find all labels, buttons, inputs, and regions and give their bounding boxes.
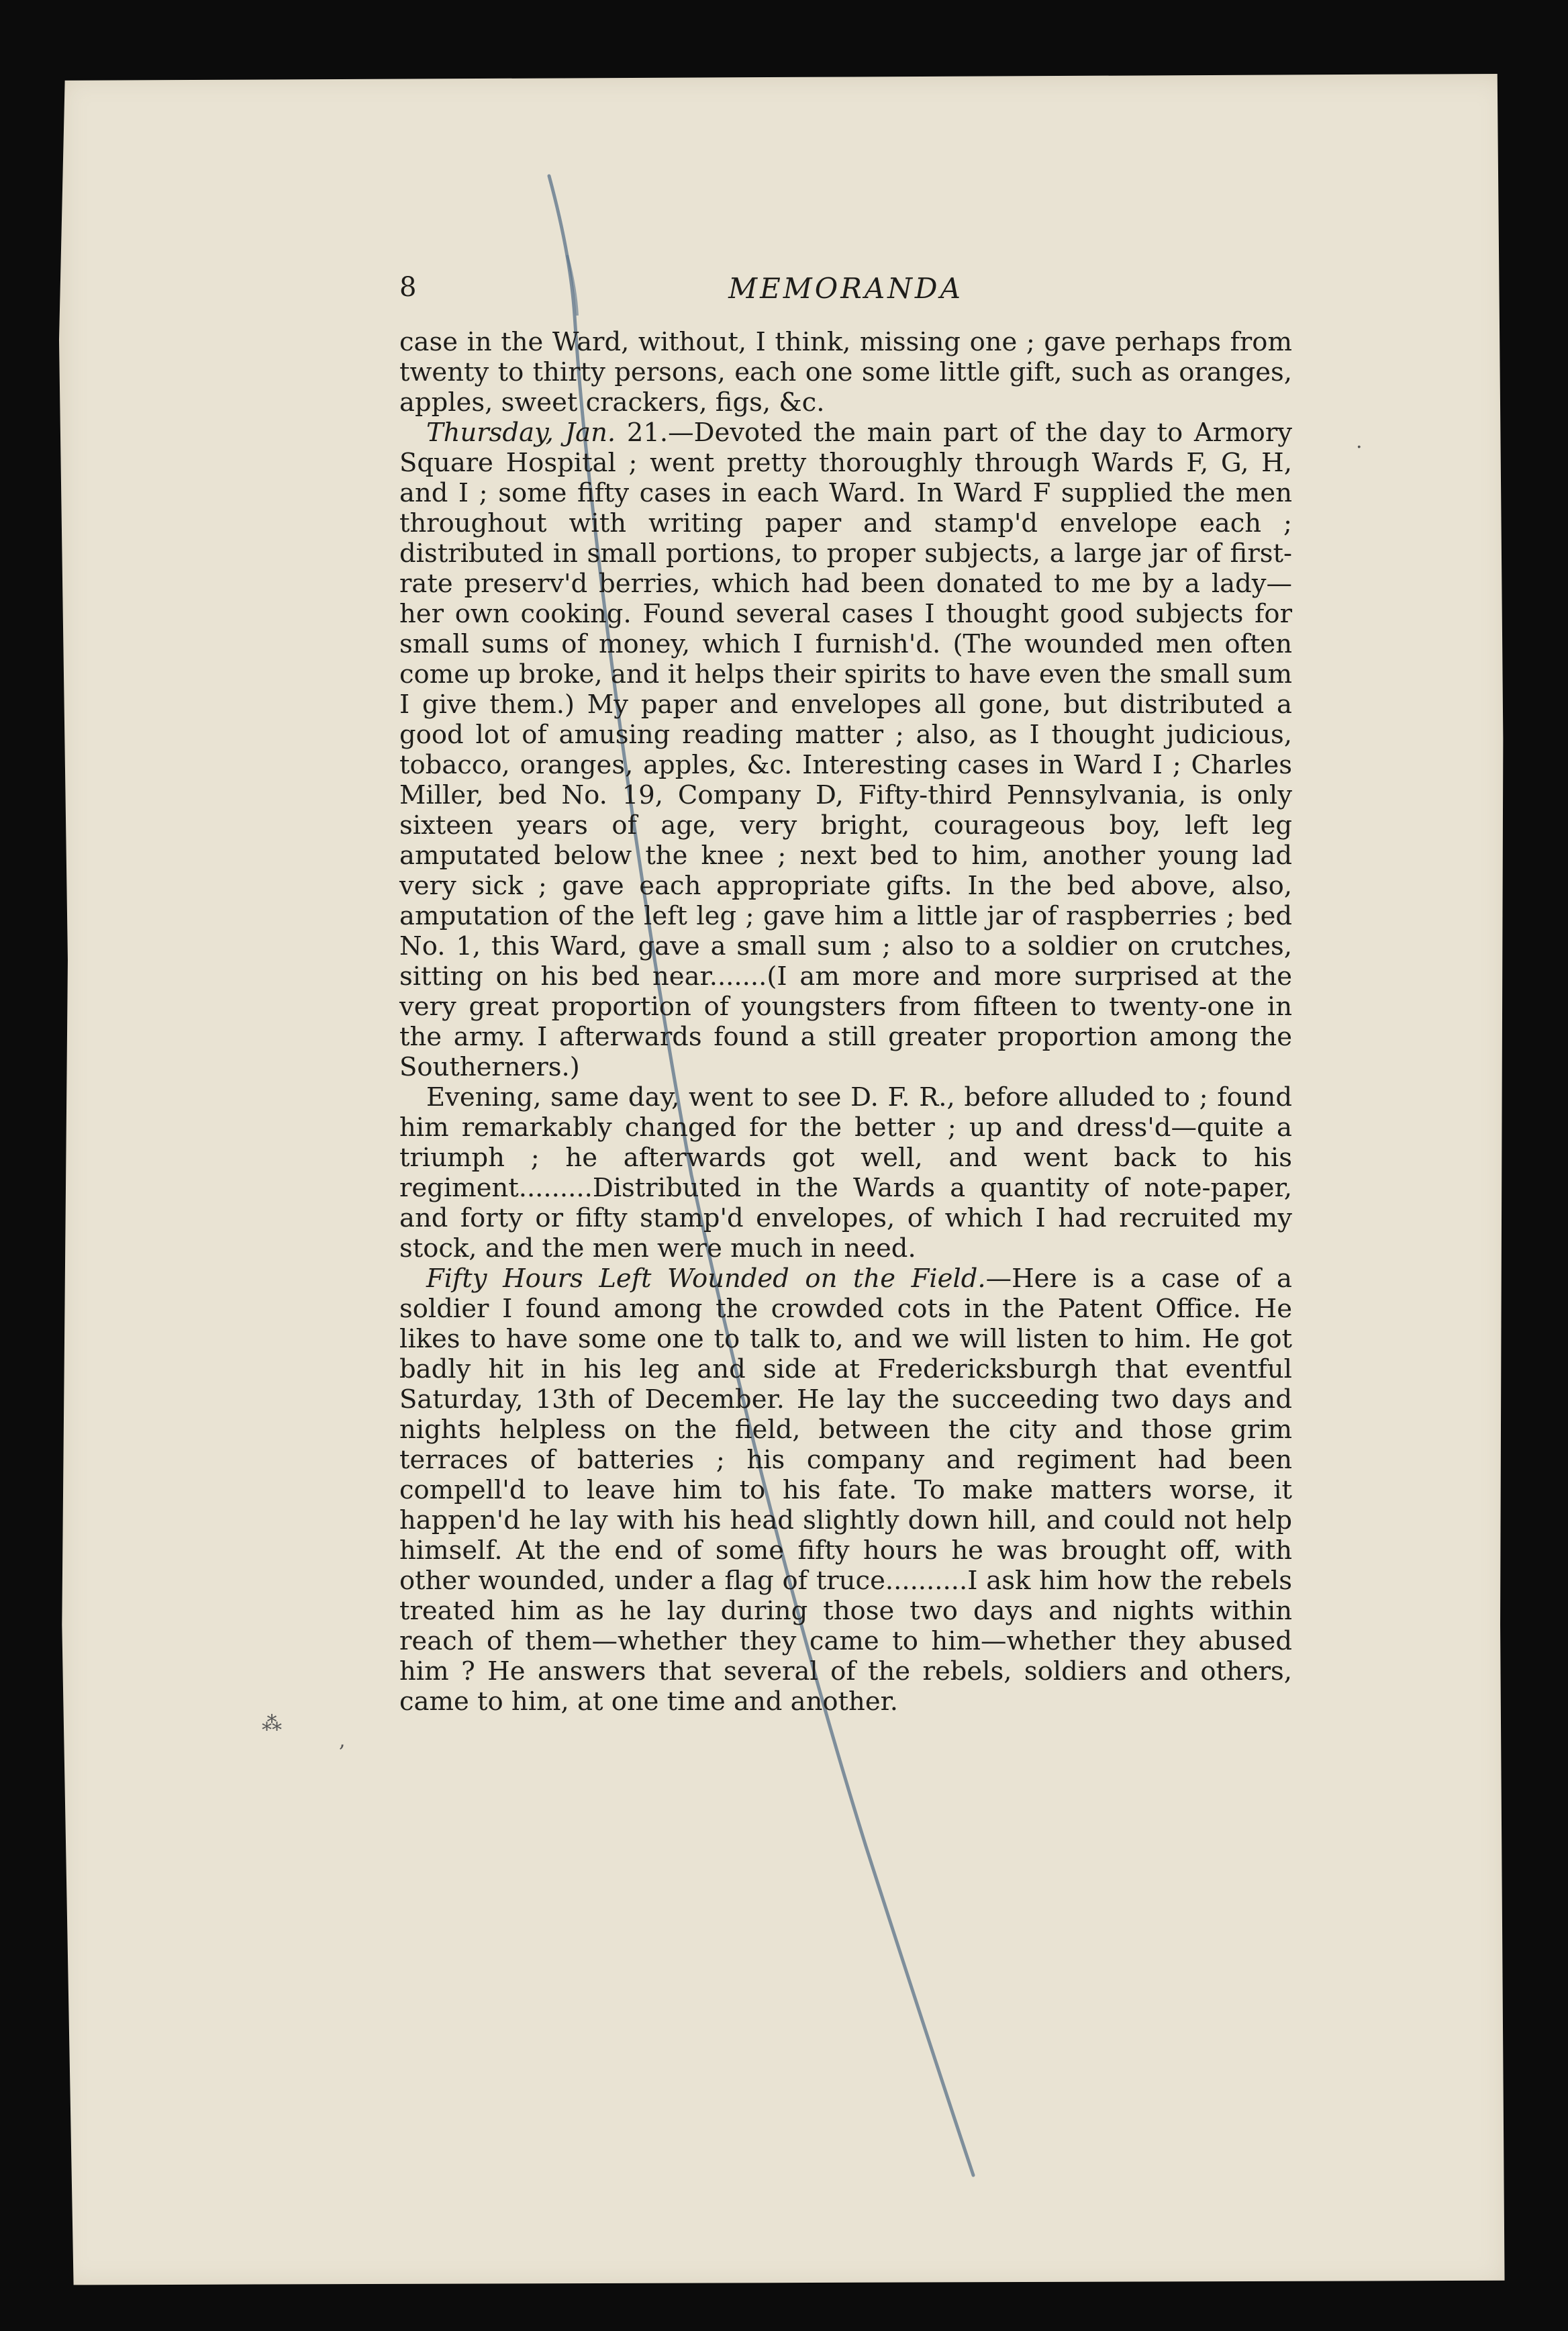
paragraph: Thursday, Jan. 21.—Devoted the main part of the day to Armory Square Hospital ; went pretty thoroughly through Wards F, G, H, and I ; some fifty cases in each Ward. In Ward F supplied the men throughout with writing paper and stamp'd envelope each ; distributed in small portions, to proper subjects, a large jar of first-rate preserv'd berries, which had been donated to me by a lady—her own cooking. Found several cases I thought good subjects for small sums of money, which I furnish'd. (The wounded men often come up broke, and it helps their spirits to have even the small sum I give them.) My paper and envelopes all gone, but distributed a good lot of amusing reading matter ; also, as I thought judicious, tobacco, oranges, apples, &c. Interesting cases in Ward I ; Charles Miller, bed No. 19, Company D, Fifty-third Pennsylvania, is only sixteen years of age, very bright, courageous boy, left leg amputated below the knee ; next bed to him, another young lad very sick ; gave each appropriate gifts. In the bed above, also, amputation of the left leg ; gave him a little jar of raspberries ; bed No. 1, this Ward, gave a small sum ; also to a soldier on crutches, sitting on his bed near.......(I am more and more surprised at the very great proportion of youngsters from fifteen to twenty-one in the army. I afterwards found a still greater proportion among the Southerners.) xyxy=(399,418,1292,1082)
paragraph: Fifty Hours Left Wounded on the Field.—Here is a case of a soldier I found among the crowded cots in the Patent Office. He likes to have some one to talk to, and we will listen to him. He got badly hit in his leg and side at Fredericksburgh that eventful Saturday, 13th of December. He lay the succeeding two days and nights helpless on the field, between the city and those grim terraces of batteries ; his company and regiment had been compell'd to leave him to his fate. To make matters worse, it happen'd he lay with his head slightly down hill, and could not help himself. At the end of some fifty hours he was brought off, with other wounded, under a flag of truce..........I ask him how the rebels treated him as he lay during those two days and nights within reach of them—whether they came to him—whether they abused him ? He answers that several of the rebels, soldiers and others, came to him, at one time and another. xyxy=(399,1264,1292,1717)
margin-speck: , xyxy=(339,1729,346,1752)
page-number: 8 xyxy=(399,272,417,303)
body-text xyxy=(399,327,1292,1717)
margin-speck: . xyxy=(1356,430,1363,453)
paragraph: case in the Ward, without, I think, missing one ; gave perhaps from twenty to thirty persons, each one some little gift, such as oranges, apples, sweet crackers, figs, &c. xyxy=(399,327,1292,418)
paragraph: Evening, same day, went to see D. F. R., before alluded to ; found him remarkably changed for the better ; up and dress'd—quite a triumph ; he afterwards got well, and went back to his regiment.........Distributed in the Wards a quantity of note-paper, and forty or fifty stamp'd envelopes, of which I had recruited my stock, and the men were much in need. xyxy=(399,1082,1292,1264)
date-lead: Thursday, Jan. xyxy=(426,418,616,448)
page-content xyxy=(399,272,1292,1717)
page-header xyxy=(399,272,1292,315)
running-head: MEMORANDA xyxy=(728,272,963,305)
margin-speck: ⁂ xyxy=(262,1712,282,1735)
section-heading: Fifty Hours Left Wounded on the Field. xyxy=(426,1264,986,1294)
